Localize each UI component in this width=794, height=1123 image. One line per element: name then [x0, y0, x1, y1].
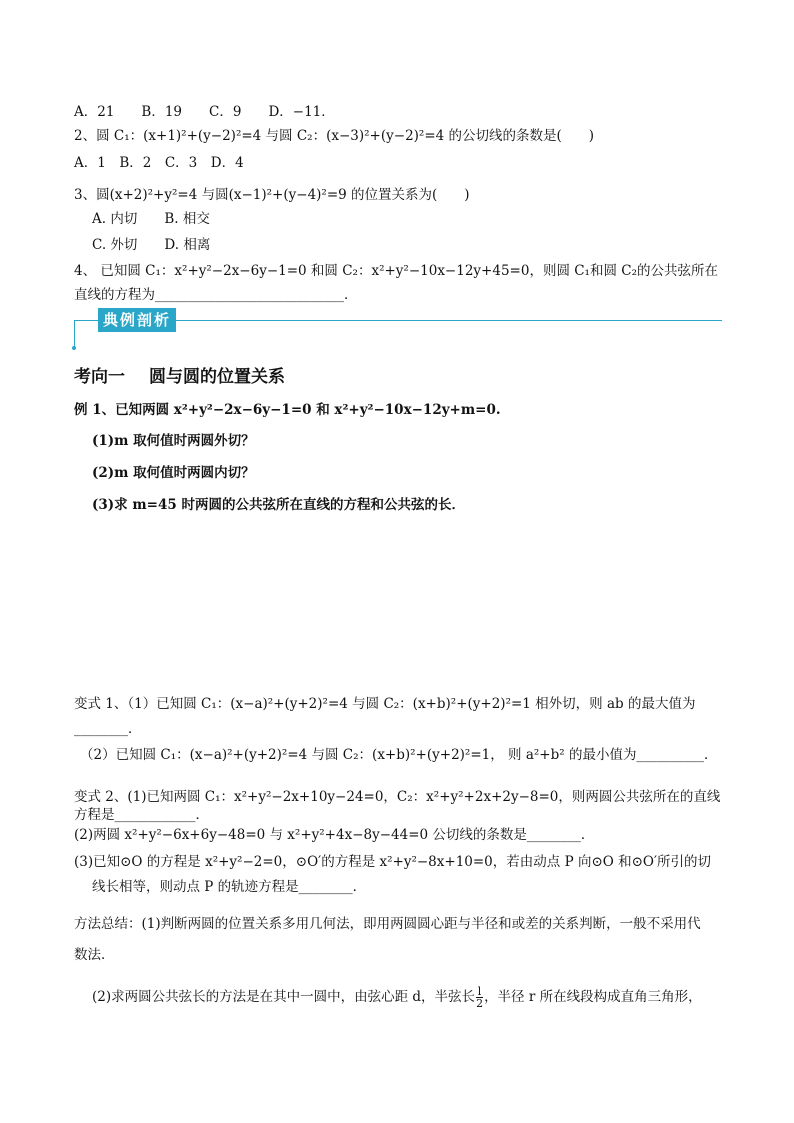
question-3: 3、圆(x+2)²+y²=4 与圆(x−1)²+(y−4)²=9 的位置关系为( ) — [74, 187, 470, 203]
section-banner — [74, 308, 722, 348]
variant-2-line4: (3)已知⊙O 的方程是 x²+y²−2=0，⊙O′的方程是 x²+y²−8x+10=0，若由动点 P 向⊙O 和⊙O′所引的切 — [74, 854, 712, 870]
variant-2-line3: (2)两圆 x²+y²−6x+6y−48=0 与 x²+y²+4x−8y−44=0 公切线的条数是________． — [74, 827, 595, 843]
summary-line1: 方法总结：(1)判断两圆的位置关系多用几何法，即用两圆圆心距与半径和或差的关系判断，一般不采用代 — [74, 916, 701, 932]
variant-2-line5: 线长相等，则动点 P 的轨迹方程是________． — [92, 879, 367, 895]
question-2: 2、圆 C₁：(x+1)²+(y−2)²=4 与圆 C₂：(x−3)²+(y−2)²=4 的公切线的条数是( ) — [74, 128, 595, 144]
banner-dot — [72, 346, 76, 350]
example-1-q3: (3)求 m=45 时两圆的公共弦所在直线的方程和公共弦的长． — [92, 497, 465, 513]
question-4: 4、 已知圆 C₁：x²+y²−2x−6y−1=0 和圆 C₂：x²+y²−10x−12y+45=0，则圆 C₁和圆 C₂的公共弦所在 — [74, 263, 719, 279]
example-1-q1: (1)m 取何值时两圆外切？ — [92, 433, 255, 449]
variant-2-line1: 变式 2、(1)已知两圆 C₁：x²+y²−2x+10y−24=0，C₂：x²+y²+2x+2y−8=0，则两圆公共弦所在的直线 — [74, 789, 721, 805]
fraction-denominator: 2 — [476, 997, 484, 1010]
q1-options: A．21 B．19 C．9 D．−11． — [74, 104, 335, 120]
summary-line3-text-b: ，半径 r 所在线段构成直角三角形， — [484, 989, 702, 1005]
section-title-part2: 圆与圆的位置关系 — [149, 367, 285, 387]
banner-label: 典例剖析 — [98, 308, 176, 332]
question-4-cont: 直线的方程为____________________________． — [74, 287, 358, 303]
summary-line2: 数法． — [74, 947, 115, 963]
variant-2-line2: 方程是____________． — [74, 807, 209, 823]
q2-options: A．1 B．2 C．3 D．4 — [74, 155, 244, 171]
summary-line3-text-a: (2)求两圆公共弦长的方法是在其中一圆中，由弦心距 d，半弦长 — [92, 989, 476, 1005]
fraction-numerator: l — [477, 985, 482, 998]
example-1-q2: (2)m 取何值时两圆内切？ — [92, 465, 255, 481]
half-chord-fraction — [476, 986, 483, 1009]
q3-options-row1: A. 内切 B. 相交 — [92, 211, 210, 227]
section-title — [74, 362, 285, 387]
variant-1-line2: ________． — [74, 721, 142, 737]
variant-1-line3: （2）已知圆 C₁：(x−a)²+(y+2)²=4 与圆 C₂：(x+b)²+(y+2)²=1， 则 a²+b² 的最小值为__________． — [80, 747, 718, 763]
example-1: 例 1、已知两圆 x²+y²−2x−6y−1=0 和 x²+y²−10x−12y+m=0. — [74, 402, 501, 418]
section-title-part1: 考向一 — [74, 367, 125, 387]
banner-vertical-rule — [74, 320, 75, 348]
q3-options-row2: C. 外切 D. 相离 — [92, 237, 211, 253]
variant-1-line1: 变式 1、（1）已知圆 C₁：(x−a)²+(y+2)²=4 与圆 C₂：(x+b)²+(y+2)²=1 相外切，则 ab 的最大值为 — [74, 696, 696, 712]
summary-line3 — [92, 986, 702, 1009]
